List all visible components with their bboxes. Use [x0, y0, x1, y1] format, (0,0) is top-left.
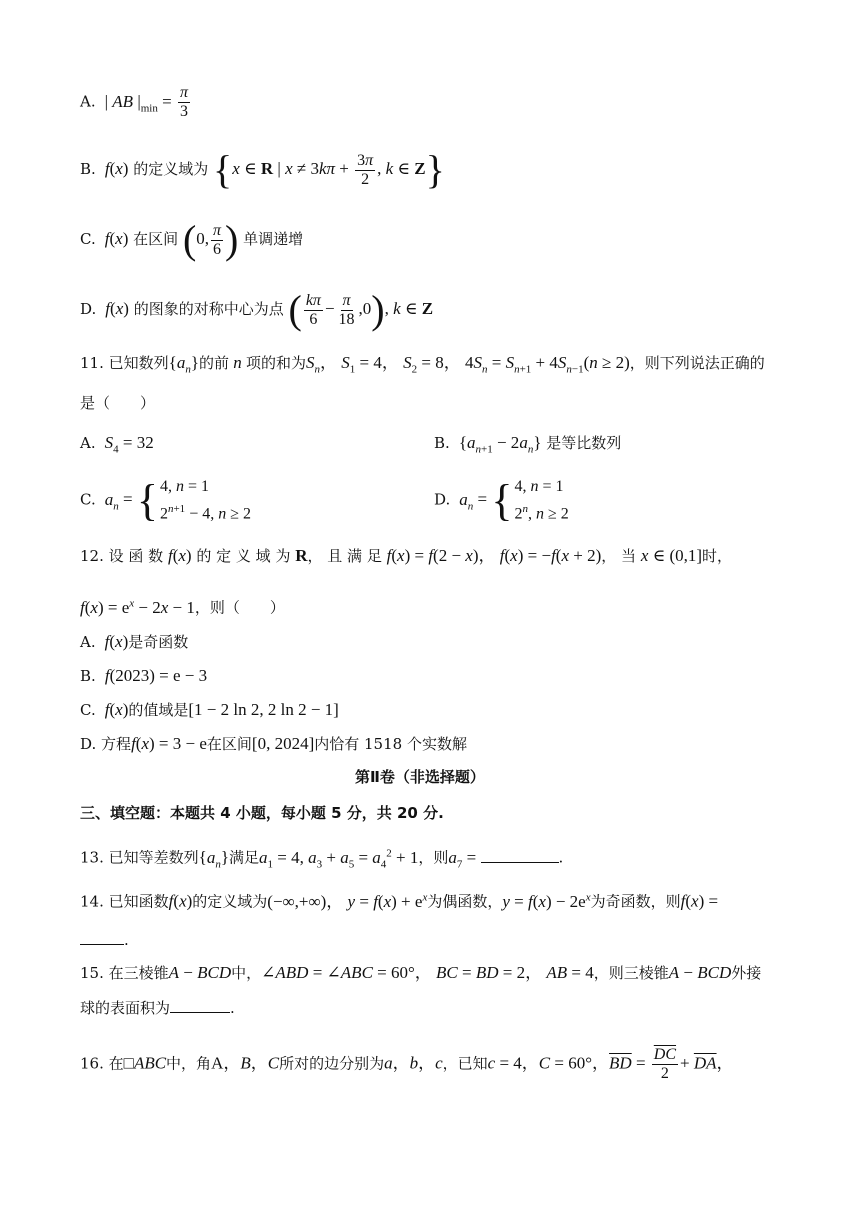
option-label: D. — [434, 490, 451, 509]
text: ，则（ ） — [194, 598, 285, 617]
q11-stem: 11. 已知数列$\{a_n\}$的前 n 项的和为$S_n$， $S_1 = 4$， $S_2 = 8$， $4S_n = S_{n+1} + 4S_{n-1}(n \ge 2)$，则下列说法正确的 — [80, 353, 765, 376]
text: ，则三棱锥 — [593, 964, 669, 982]
text: 已知等差数列 — [108, 848, 199, 867]
answer-blank[interactable] — [481, 846, 559, 863]
text: 在区间 — [206, 735, 252, 753]
text: 项的和为 — [246, 354, 307, 372]
q16: 16. 在□ABC中，角A，B，C所对的边分别为a，b，c，已知c = 4，C = 60°，$\overline{BD}$ = $\frac{\overline{DC}}{2}$ + $\overline{DA}$， — [80, 1046, 734, 1082]
q11-option-a: A. $S_4 = 32$ — [80, 433, 154, 456]
text: . — [230, 999, 235, 1017]
question-number: 14. — [80, 892, 104, 911]
question-number: 15. — [80, 964, 104, 982]
q14: 14. 已知函数f(x)的定义域为(−∞,+∞)， $y = f(x) + e^x$为偶函数，$y = f(x) - 2e^x$为奇函数，则f(x) = — [80, 891, 719, 911]
option-label: C. — [80, 230, 96, 248]
text: 满足 — [229, 848, 260, 867]
option-label: A. — [80, 434, 96, 452]
part2-title: 第Ⅱ卷（非选择题） — [355, 768, 485, 786]
text: . — [558, 848, 564, 867]
text: 的值域是 — [128, 701, 189, 719]
text: 在三棱锥 — [108, 964, 169, 982]
q12-option-b: B. f(2023) = e − 3 — [80, 666, 208, 685]
q12-stem: 12. 设 函 数 f(x) 的 定 义 域 为 R， 且 满 足 f(x) = f(2 − x)， f(x) = −f(x + 2)， 当 x ∈ (0,1]时， — [80, 546, 733, 565]
question-number: 12. — [80, 547, 104, 565]
option-label: B. — [80, 160, 96, 178]
q11-stem-cont — [80, 392, 155, 414]
question-number: 16. — [80, 1054, 104, 1073]
text: 的定义域为 — [192, 892, 268, 911]
q14-cont — [80, 928, 129, 951]
text: 设 函 数 — [108, 547, 164, 565]
q12-option-d: D. 方程f(x) = 3 − e在区间[0, 2024]内恰有 1518 个实数解 — [80, 734, 467, 753]
text: 的图象的对称中心为点 — [133, 300, 284, 318]
text: . — [124, 931, 129, 949]
q10-option-b: B. f(x) 的定义域为 {x ∈ R | x ≠ 3kπ + $\frac{3\pi}{2}$ , k ∈ Z} — [80, 147, 445, 192]
q10-option-d: D. f(x) 的图象的对称中心为点 ( $\frac{k\pi}{6}$ − $\frac{\pi}{18}$ ,0), k ∈ Z — [80, 287, 434, 332]
q15-cont — [80, 996, 235, 1019]
q12-stem-cont: $f(x) = e^x - 2x - 1$，则（ ） — [80, 597, 285, 617]
text: 单调递增 — [243, 230, 304, 248]
text: 在 — [108, 1054, 124, 1073]
option-label: C. — [80, 701, 96, 719]
formula: | AB $|_{min}$ = — [100, 91, 176, 114]
formula: f — [100, 159, 110, 178]
option-label: C. — [80, 490, 96, 509]
section3-title: 三、填空题：本题共 4 小题，每小题 5 分，共 20 分. — [80, 804, 444, 822]
text: 已知数列 — [108, 354, 169, 372]
text: 球的表面积为 — [80, 999, 171, 1017]
text: 的 定 义 域 为 — [196, 547, 291, 565]
q11-option-d: D. $a_n$ = { 4, n = 1 2$^n$, n ≥ 2 — [434, 475, 569, 525]
option-label: D. — [80, 735, 97, 753]
q10-option-a — [80, 84, 192, 121]
text: ， 当 — [601, 547, 637, 565]
text: 外接 — [731, 964, 762, 982]
q12-option-a: A. f(x)是奇函数 — [80, 632, 189, 651]
q15: 15. 在三棱锥A − BCD中，∠ABD = ∠ABC = 60°， BC = BD = 2， AB = 4，则三棱锥A − BCD外接 — [80, 963, 762, 982]
text: 内恰有 1518 个实数解 — [314, 735, 467, 753]
text: 是奇函数 — [128, 633, 189, 651]
q10-option-c: C. f(x) 在区间 (0, $\frac{\pi}{6}$ ) 单调递增 — [80, 217, 304, 262]
text: ，已知 — [442, 1054, 488, 1073]
text: 所对的边分别为 — [279, 1054, 385, 1073]
text: 的定义域为 — [133, 160, 209, 178]
text: 是（ ） — [80, 394, 156, 412]
option-label: A. — [80, 633, 96, 651]
question-number: 13. — [80, 848, 104, 867]
text: 中， — [231, 964, 262, 982]
brace: { — [213, 147, 233, 192]
text: 为奇函数，则 — [590, 892, 681, 911]
text: ，则下列说法正确的 — [629, 354, 765, 372]
option-label: B. — [80, 667, 96, 685]
option-label: D. — [80, 300, 97, 318]
text: ， 且 满 足 — [307, 547, 382, 565]
text: 为偶函数， — [427, 892, 503, 911]
q12-option-c: C. f(x)的值域是[1 − 2 ln 2, 2 ln 2 − 1] — [80, 700, 339, 719]
q13: 13. 已知等差数列$\{a_n\}$满足$a_1 = 4$, $a_3 + a_5 = a_4^2 + 1$，则$a_7$ = . — [80, 847, 564, 871]
answer-blank[interactable] — [80, 928, 124, 945]
text: 时， — [702, 547, 733, 565]
q11-option-b: B. $\{a_{n+1} - 2a_n\}$ 是等比数列 — [434, 433, 622, 456]
option-label: A. — [80, 92, 96, 111]
text: 是等比数列 — [546, 434, 622, 452]
option-label: B. — [434, 434, 450, 452]
fraction: $\frac{\pi}{3}$ — [179, 84, 188, 120]
text: 方程 — [101, 735, 132, 753]
text: 在区间 — [133, 230, 179, 248]
q11-option-c: C. $a_n$ = { 4, n = 1 $2^{n+1} - 4$, n ≥ 2 — [80, 475, 251, 525]
text: 中，角 — [166, 1054, 212, 1073]
text: ，则 — [418, 848, 449, 867]
answer-blank[interactable] — [170, 996, 230, 1013]
text: 已知函数 — [108, 892, 169, 911]
text: 的前 — [199, 354, 230, 372]
question-number: 11. — [80, 354, 104, 372]
